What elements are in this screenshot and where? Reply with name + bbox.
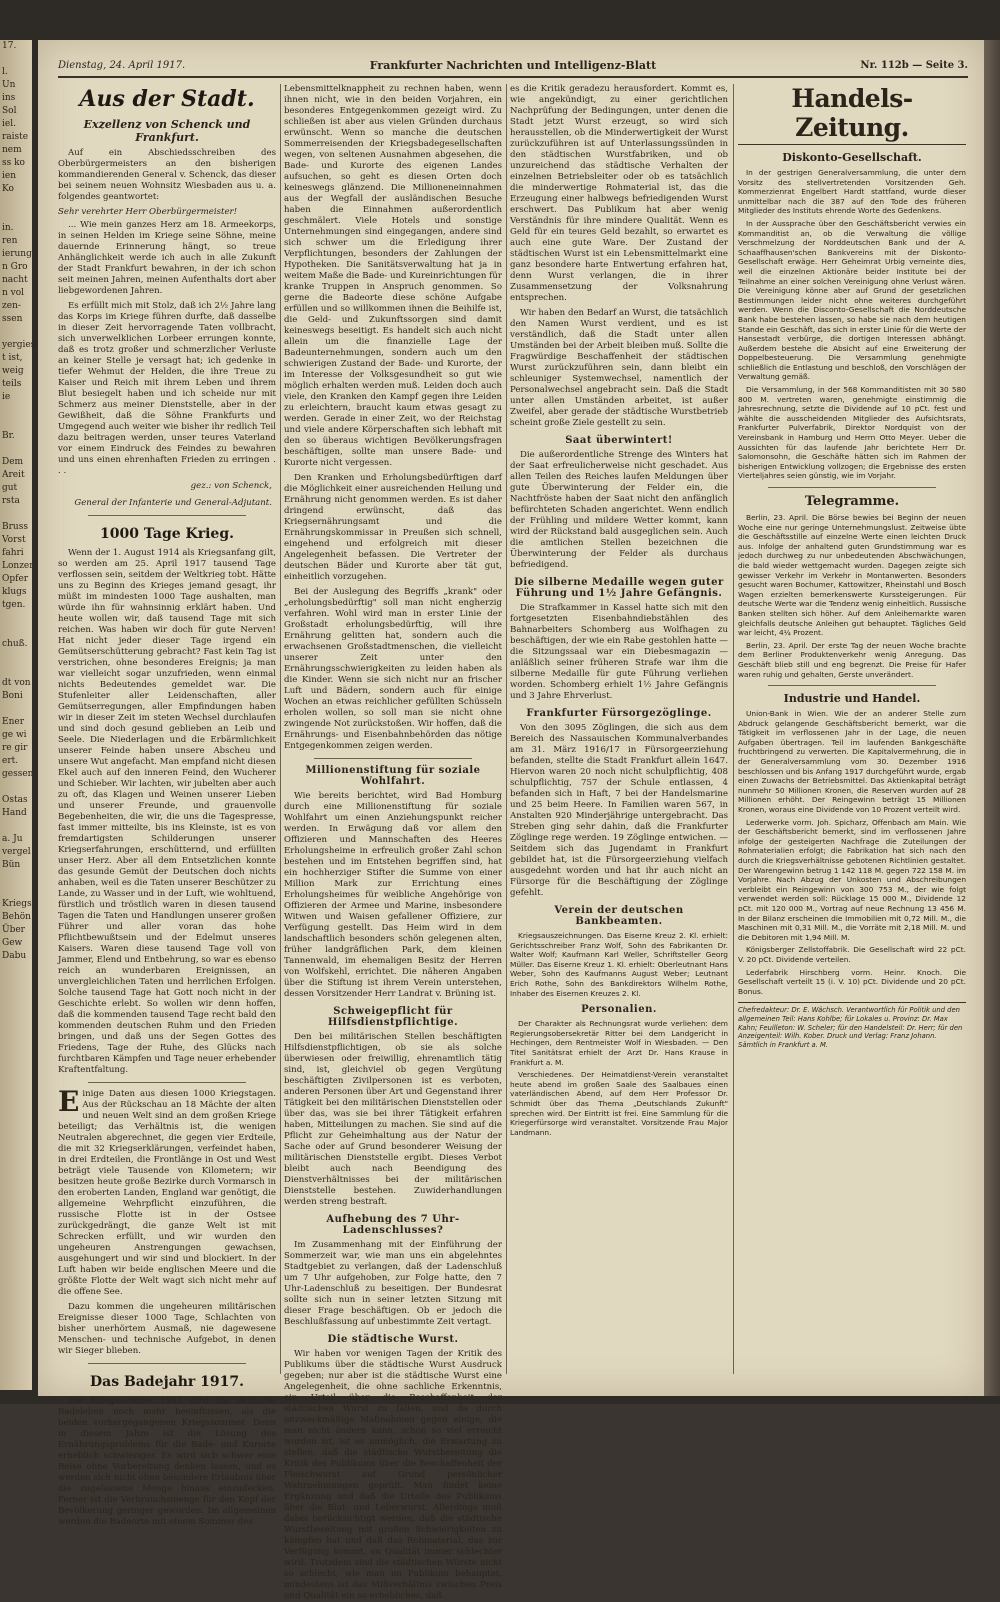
section-headline: Handels-Zeitung. [738, 84, 966, 145]
newspaper-page [38, 40, 984, 1601]
adjacent-page-fragment: Ostas [2, 795, 28, 805]
adjacent-page-strip [0, 40, 36, 1390]
adjacent-page-fragment: fahri [2, 548, 24, 558]
article-headline: Millionenstiftung für soziale Wohlfahrt. [305, 765, 481, 787]
adjacent-page-fragment [0, 703, 32, 716]
article-paragraph: Bei der Auslegung des Begriffs „krank" oder „erholungsbedürftig" soll man nicht engherzig verfahren. Wohl wird man in erster Linie der Großstadt erholungsbedürftig, will ihre Ernährung gelitten hat, sondern auch die erwachsenen Großstadtmenschen, die vielleicht unserer Zeit unter den Ernährungsschwierigkeiten zu leiden haben als die Kinder. Wenn sie sich nicht nur an frischer Luft und Bädern, sondern auch für einige Wochen an etwas reichlicher gefüllten Schüsseln erholen wollen, so soll man sie nicht ohne zwingende Not zurückstoßen. Wir hoffen, daß die Ernährungs- und Eisenbahnbehörden das nötige Entgegenkommen zeigen werden. [284, 587, 502, 751]
adjacent-page-fragment: Hand [2, 808, 27, 818]
article-separator [314, 758, 472, 759]
article-headline: Personalien. [581, 1004, 657, 1016]
adjacent-page-fragment [0, 872, 32, 885]
adjacent-page-fragment: Areit [2, 470, 25, 480]
adjacent-page-fragment: vergel [2, 847, 31, 857]
article-headline: Industrie und Handel. [783, 692, 921, 706]
letter-signature: gez.: von Schenck, [190, 481, 272, 491]
adjacent-page-fragment [0, 443, 32, 456]
adjacent-page-fragment: n vol [2, 288, 25, 298]
article-headline: Saat überwintert! [565, 435, 673, 446]
article-separator [768, 685, 936, 686]
adjacent-page-fragment: tgen. [2, 600, 26, 610]
adjacent-page-fragment: iel. [2, 119, 16, 129]
adjacent-page-fragment: Behön [2, 912, 31, 922]
adjacent-page-fragment: ins [2, 93, 16, 103]
adjacent-page-fragment: klugs [2, 587, 27, 597]
article-paragraph: Wenn der 1. August 1914 als Kriegsanfang gilt, so werden am 25. April 1917 tausend Tage verflossen sein, seitdem der Weltkrieg tobt. Hätte uns zu Beginn des Krieges jemand gesagt, ihr müßt im mindesten 1000 Tage aushalten, man würde ihn für wahnsinnig erklärt haben. Und heute wollen wir, daß tausend Tage mit sich reichen. Was haben wir doch für gute Nerven! Hat nicht jeder dieser Tage irgend ein Gemütserschütterung gebracht? Fast kein Tag ist verstrichen, ohne besonderes Ereignis; ja man war vielleicht sogar unzufrieden, wenn einmal nichts Bedeutendes gemeldet war. Die Stufenleiter aller Leidenschaften, aller Gemütserregungen, aller Empfindungen haben wir in dieser Zeit im steten Wechsel durchlaufen und sind doch gesund geblieben an Leib und Seele. Die Niederlagen und die Erbärmlichkeit unserer Feinde haben unsere Abscheu und unsere Wut angefacht. Man empfand nicht diesen Ekel auch auf den inneren Feind, den Wucherer und Schieber. Wir lachten, wir jubelten aber auch zu oft, das Klagen und Weinen unserer Lieben und unserer Freunde, und grauenvolle Begebenheiten, die wir, die uns die Tagespresse, fast immer mitteilte, bis ins Kleinste, ist es von fremdartigsten Schilderungen unserer Kriegserfahrungen, erschütternd, und erfüllten unser Herz. Aber all dem Entsetzlichen konnte das gesunde Gemüt der Deutschen doch nichts anhaben, weil es die Taten unserer Beschützer zu Lande, zu Wasser und in der Luft, wie wohltuend, fürstlich und tröstlich waren in diesen tausend Tagen die Taten und Handlungen unserer großen Führer und aller voran das hohe Pflichtbewußtsein und der Edelmut unseres Kaisers. Waren diese tausend Tage voll von Jammer, Elend und Entbehrung, so war es ebenso reich an wunderbaren Ereignissen, an unvergleichlichen Taten und herrlichen Erfolgen. Solche tausend Tage hat Gott noch nicht in der Geschichte erlebt. So wollen wir denn hoffen, daß die kommenden tausend Tage recht bald den kommenden deutschen Ruhm und den Frieden bringen, und daß uns der Segen Gottes des Friedens, Tage der Ruhe, des Glücks nach furchtbaren Kämpfen und Tage neuer erhebender Kraftentfaltung. [58, 548, 276, 1075]
adjacent-page-fragment: Dem [2, 457, 24, 467]
adjacent-page-fragment: Bün [2, 860, 21, 870]
article-headline: Schweigepflicht für Hilfsdienstpflichtige. [327, 1006, 459, 1028]
adjacent-page-fragment: Sol [2, 106, 17, 116]
article-separator [88, 515, 246, 516]
adjacent-page-fragment: Bruss [2, 522, 28, 532]
article-paragraph: ... Wie mein ganzes Herz am 18. Armeekorps, in seinen Helden im Kriege seine Söhne, meine dauernde Erinnerung hängt, so treue Anhänglichkeit werde ich auch in alle Zukunft der Stadt Frankfurt bewahren, in der ich schon seit meinen Jahren, meinen Aufenthalts dort aber liebgewordenen Jahren. [58, 220, 276, 296]
adjacent-page-fragment [0, 885, 32, 898]
article-headline: Diskonto-Gesellschaft. [782, 151, 922, 164]
article-headline: Exzellenz von Schenck und Frankfurt. [83, 118, 251, 144]
adjacent-page-fragment: ss ko [2, 158, 25, 168]
article-paragraph: Königsberger Zellstoffabrik. Die Gesellschaft wird 22 pCt. V. 20 pCt. Dividende verteilen. [738, 945, 966, 964]
column-rule [733, 84, 734, 1374]
masthead-title: Frankfurter Nachrichten und Intelligenz-Blatt [369, 59, 657, 72]
letter-salutation: Sehr verehrter Herr Oberbürgermeister! [58, 207, 238, 217]
adjacent-page-fragment: nem [2, 145, 22, 155]
column-1 [58, 84, 276, 1527]
adjacent-page-fragment: yergies [2, 340, 36, 350]
adjacent-page-fragment: raiste [2, 132, 29, 142]
adjacent-page-fragment: n Gro [2, 262, 28, 272]
article-paragraph: Lederwerke vorm. Joh. Spicharz, Offenbach am Main. Wie der Geschäftsbericht bemerkt, sind im verflossenen Jahre infolge der gesteigerten Nachfrage die Zuteilungen der Rohmaterialien erfolgt; die Fabrikation hat sich nach den durch die Kriegsverhältnisse gebotenen Richtlinien gestaltet. Der Warengewinn betrug 1 142 118 M. gegen 722 158 M. im Vorjahre. Nach Abzug der Unkosten und Abschreibungen verbleibt ein Reingewinn von 300 753 M., der wie folgt verwendet werden soll: Rücklage 15 000 M., Dividende 12 pCt. mit 120 000 M., Vortrag auf neue Rechnung 13 456 M. In der Bilanz erscheinen die Immobilien mit 0,72 Mill. M., die Maschinen mit 0,31 Mill. M., die Vorräte mit 2,18 Mill. M. und die Debitoren mit 1,94 Mill. M. [738, 817, 966, 942]
article-paragraph: Lederfabrik Hirschberg vorm. Heinr. Knoch. Die Gesellschaft verteilt 15 (i. V. 10) pCt. Dividende und 20 pCt. Bonus. [738, 967, 966, 996]
adjacent-page-fragment [0, 417, 32, 430]
adjacent-page-fragment: dt von [2, 678, 31, 688]
adjacent-page-fragment: chuß. [2, 639, 28, 649]
article-separator [88, 1363, 246, 1364]
adjacent-page-fragment: Opfer [2, 574, 29, 584]
article-paragraph: Die Strafkammer in Kassel hatte sich mit den fortgesetzten Eisenbahndiebstählen des Bahnarbeiters Schomberg aus Wolfhagen zu beschäftigen, der wie ein Rabe gestohlen hatte — die Sitzungssaal war ein Diebesmagazin — anläßlich seiner früheren Strafe war ihm die silberne Medaille für gute Führung verliehen worden. Schomberg erhielt 1½ Jahre Gefängnis und 3 Jahre Ehrverlust. [510, 603, 728, 701]
imprint: Chefredakteur: Dr. E. Wächsch. Verantwortlich für Politik und den allgemeinen Teil: Hans Kohlbe; für Lokales u. Provinz: Dr. Max Kahn; Feuilleton: W. Scheler; für den Handelsteil: Dr. Herr; für den Anzeigenteil: Wilh. Kober. Druck und Verlag: Franz Johann. Sämtlich in Frankfurt a. M. [738, 1002, 966, 1049]
adjacent-page-fragment: in. [2, 223, 14, 233]
article-headline: Die städtische Wurst. [327, 1334, 459, 1345]
article-paragraph: Von den 3095 Zöglingen, die sich aus dem Bereich des Nassauischen Kommunalverbandes am 31. März 1916/17 in Fürsorgeerziehung befanden, stellte die Stadt Frankfurt allein 1647. Hiervon waren 20 noch nicht schulpflichtig, 408 schulpflichtig, 757 der Schule entlassen, 4 befanden sich in Haft, 7 bei der Handelsmarine und 25 beim Heere. In Familien waren 567, in Anstalten 920 Minderjährige untergebracht. Das Streben ging sehr dahin, daß die Frankfurter Zöglinge rege werden. 19 Zöglinge entwichen. — Seitdem sich das Jugendamt in Frankfurt gebildet hat, ist die Fürsorgeerziehung vielfach ausgedehnt worden und hat ihr auch nicht an Fürsorge für die Beschäftigung der Zöglinge gefehlt. [510, 723, 728, 898]
adjacent-page-fragment: zen- [2, 301, 21, 311]
article-paragraph: Es erfüllt mich mit Stolz, daß ich 2½ Jahre lang das Korps im Kriege führen durfte, daß dasselbe in dieser Zeit hervorragende Taten vollbracht, sich unverwelklichen Lorbeer errungen konnte, daß es trotz großer und schmerzlicher Verluste an keiner Stelle je versagt hat; ich gedenke in tiefer Wehmut der Helden, die ihre Treue zu Kaiser und Reich mit ihrem Leben und ihrem Blut besiegelt haben und ich scheide nur mit Schmerz aus meiner Dienststelle, aber in der Gewißheit, daß die Söhne Frankfurts und Umgegend auch weiter wie bisher ihr redlich Teil dazu beitragen werden, unser teures Vaterland vor einem Eindruck des Feindes zu bewahren und uns einen ehrenhaften Frieden zu erringen . . . [58, 301, 276, 476]
book-edge [984, 40, 1000, 1396]
article-paragraph: Die Versammlung, in der 568 Kommanditisten mit 30 580 800 M. vertreten waren, genehmigte einstimmig die Jahresrechnung, setzte die Dividende auf 10 pCt. fest und wählte die ausscheidenden Mitglieder des Aufsichtsrats, Frankfurter Pulverfabrik, Direktor Nordquist von der Vereinsbank in Hamburg und Herrn Otto Meyer. Ueber die Aussichten für das laufende Jahr berichtete Herr Dr. Salomonsohn, die Geschäfte hätten sich im Rahmen der bisherigen Entwicklung vollzogen; die Ergebnisse des ersten Vierteljahres seien günstig, wie im Vorjahr. [738, 385, 966, 481]
adjacent-page-fragment [0, 53, 32, 66]
adjacent-page-fragment: ert. [2, 756, 19, 766]
section-headline: Aus der Stadt. [79, 86, 255, 112]
adjacent-page-fragment: Ener [2, 717, 24, 727]
adjacent-page-fragment: a. Ju [2, 834, 23, 844]
adjacent-page-fragment: weig [2, 366, 24, 376]
article-paragraph: Den bei militärischen Stellen beschäftigten Hilfsdienstpflichtigen, ob sie als solche überwiesen oder freiwillig, ehrenamtlich tätig sind, ist, gleichviel ob gegen Vergütung beschäftigten Zivilpersonen ist es verboten, anderen Personen über Art und Gegenstand ihrer Tätigkeit bei den militärischen Dienststellen oder über das, was sie bei ihrer Tätigkeit erfahren haben, Mitteilungen zu machen. Sie sind auf die Pflicht zur Geheimhaltung aus der Natur der Sache oder auf Grund besonderer Weisung der militärischen Dienststelle ergibt. Dieses Verbot bleibt auch nach Beendigung des Dienstverhältnisses bei der militärischen Dienststelle bestehen. Zuwiderhandlungen werden streng bestraft. [284, 1032, 502, 1207]
column-4 [738, 84, 966, 1384]
article-paragraph: Der Charakter als Rechnungsrat wurde verliehen: dem Regierungsobersekretär Ritter bei dem Landgericht in Hechingen, dem Rentmeister Wolf in Wiesbaden. — Den Titel Sanitätsrat erhielt der Arzt Dr. Hans Krause in Frankfurt a. M. [510, 1019, 728, 1067]
page-masthead [58, 58, 968, 78]
article-paragraph: Auf ein Abschiedsschreiben des Oberbürgermeisters an den bisherigen kommandierenden General v. Schenck, das dieser bei seinem neuen Wohnsitz Wiesbaden aus u. a. folgendes geantwortet: [58, 148, 276, 202]
adjacent-page-fragment [0, 209, 32, 222]
adjacent-page-fragment: ien [2, 171, 17, 181]
article-headline: 1000 Tage Krieg. [100, 526, 234, 542]
article-paragraph: Die außerordentliche Strenge des Winters hat der Saat erfreulicherweise nicht geschadet. Aus allen Teilen des Reiches laufen Meldungen über gute Überwinterung der Felder ein, die Nachtfröste haben der Saat nicht den anfänglich befürchteten Schaden angerichtet. Wenn endlich der Frühling und mildere Wetter kommt, kann wird der Rückstand bald ausgeglichen sein. Auch die amtlichen Stellen bezeichnen die Überwinterung der Felder als durchaus befriedigend. [510, 450, 728, 570]
column-rule [506, 84, 507, 1374]
adjacent-page-fragment: Ko [2, 184, 14, 194]
article-paragraph: Dazu kommen die ungeheuren militärischen Ereignisse dieser 1000 Tage, Schlachten von bisher unerhörtem Ausmaß, nie dagewesene Menschen- und technische Aufgebot, in denen wir Sieger blieben. [58, 1302, 276, 1356]
article-paragraph: In der gestrigen Generalversammlung, die unter dem Vorsitz des stellvertretenden Vorsitzenden Geh. Kommerzienrat Engelbert Hardt stattfand, wurde dieser unmittelbar nach die 387 auf den Tode des früheren Mitglieder des Instituts ehrende Worte des Gedenkens. [738, 168, 966, 216]
adjacent-page-fragment: Über [2, 925, 25, 935]
article-headline: Verein der deutschen Bankbeamten. [554, 905, 684, 927]
adjacent-page-fragment: Un [2, 80, 16, 90]
adjacent-page-fragment: gessen [2, 769, 34, 779]
masthead-date: Dienstag, 24. April 1917. [58, 60, 186, 71]
adjacent-page-fragment: ge wi [2, 730, 27, 740]
article-paragraph: Berlin, 23. April. Der erste Tag der neuen Woche brachte dem Berliner Produktenverkehr wenig Anregung. Das Geschäft blieb still und eng begrenzt. Die Preise für Hafer waren ruhig und gehalten, Gerste unverändert. [738, 640, 966, 679]
article-paragraph: Der Kriegssommer 1917 wird das deutsche Badeleben noch mehr beeinflussen, als die beiden vorhergegangenen Kriegssommer. Denn in diesem Jahre ist die Lösung des Ernährungsproblems für die Bade- und Kurorte erheblich schwieriger. Es wird sich schwer eine Reise ohne Vorbereitung denken lassen, und es werden sich nicht ohne besondere Erlaubnis über die zugelassene Menge hinaus einzudecken. Ferner ist die Verbrauchsmenge für den Kopf der Bevölkerung geringer geworden. Im allgemeinen werden die Badeorte mit einem Sommer des [58, 1396, 276, 1527]
adjacent-page-fragment [0, 196, 32, 209]
adjacent-page-fragment: rsta [2, 496, 20, 506]
adjacent-page-fragment [0, 326, 32, 339]
adjacent-page-fragment: Dabu [2, 951, 27, 961]
article-headline: Das Badejahr 1917. [90, 1374, 244, 1390]
adjacent-page-fragment: ierung [2, 249, 32, 259]
column-3 [510, 84, 728, 1384]
adjacent-page-fragment [0, 612, 32, 625]
adjacent-page-fragment [0, 651, 32, 664]
article-headline: Telegramme. [804, 494, 900, 509]
adjacent-page-fragment: Br. [2, 431, 15, 441]
article-paragraph: In der Aussprache über den Geschäftsbericht verwies ein Kommanditist an, ob die Verwaltung die völlige Verschmelzung der Norddeutschen Bank und der A. Schaaffhausen'schen Bankvereins mit der Diskonto-Gesellschaft erwäge. Herr Geheimrat Urbig verneinte dies, weil die einzelnen Aktionäre beider Institute bei der Teilnahme an einer solchen Vereinigung ohne Verlust wären. Die Vereinigung könne aber auf Grund der gesetzlichen Bestimmungen leider nicht ohne weiteres durchgeführt werden. Wenn die Disconto-Gesellschaft die Norddeutsche Bank habe bestehen lassen, so habe sie nach dem heutigen Stande ein Geschäft, das sich in erster Linie für die Werte der Hansestadt verbürge, die dortigen Interessen abhängt. Außerdem bestehe die Absicht auf eine Erweiterung der Doppelbesteuerung. Die Versammlung genehmigte schließlich die Entlastung und beschloß, den Vorschlägen der Verwaltung gemäß. [738, 218, 966, 382]
adjacent-page-fragment: 17. [2, 41, 17, 51]
adjacent-page-fragment [0, 404, 32, 417]
column-rule [280, 84, 281, 1374]
adjacent-page-fragment [0, 664, 32, 677]
adjacent-page-fragment: nacht [2, 275, 28, 285]
adjacent-page-fragment [0, 625, 32, 638]
article-paragraph: Union-Bank in Wien. Wie der an anderer Stelle zum Abdruck gelangende Geschäftsbericht bemerkt, war die Tätigkeit im verflossenen Jahr in der Lage, die neuen Aufgaben übertragen. Teil im laufenden Bankgeschäfte fruchtbringend zu verwerten. Die Kapitalvermehrung, die in der Generalversammlung vom 30. Dezember 1916 beschlossen und bis Anfang 1917 durchgeführt wurde, ergab einen Zuwachs der Betriebsmittel. Das Aktienkapital beträgt nunmehr 50 Millionen Kronen, die Reserven wurden auf 28 Millionen erhöht. Der Reingewinn beträgt 15 Millionen Kronen, woraus eine Dividende von 10 Prozent verteilt wird. [738, 709, 966, 815]
adjacent-page-fragment: re gir [2, 743, 28, 753]
adjacent-page-fragment [0, 781, 32, 794]
article-separator [768, 487, 936, 488]
adjacent-page-fragment: Gew [2, 938, 23, 948]
article-paragraph: Berlin, 23. April. Die Börse bewies bei Beginn der neuen Woche eine nur geringe Unternehmungslust. Zeitweise übte die Geschäftsstille auf einzelne Werte einen leichten Druck aus. Infolge der anhaltend guten Grundstimmung war es jedoch durchweg zu nur unbedeutenden Abschwächungen, die bald wieder wettgemacht wurden. Dagegen zeigte sich gewisser Verkehr im Verkehr in Montanwerten. Besonders gesucht waren Bochumer, Kattowitzer, Rheinstahl und Bosch Wagen erzielten bemerkenswerte Kurssteigerungen. Für deutsche Werte war die Tendenz wenig einheitlich. Russische Banken stellten sich höher. Auf dem Anleihemarkte waren gleichfalls deutsche Anleihen gut behauptet. Tägliches Geld war leicht, 4¼ Prozent. [738, 513, 966, 638]
article-paragraph: Wie bereits berichtet, wird Bad Homburg durch eine Millionenstiftung für soziale Wohlfahrt um einen Anziehungspunkt reicher werden. In Erwägung daß vor allem den Offizieren und Mannschaften des Heeres Erholungsheime in erfreulich großer Zahl schon bestehen und im Entstehen begriffen sind, hat ein hochherziger Stifter die Summe von einer Million Mark zur Errichtung eines Erholungsheimes für weibliche Angehörige von Offizieren der Armee und Marine, insbesondere Witwen und Waisen gefallener Offiziere, zur Verfügung gestellt. Das Heim wird in dem landschaftlich besonders schön gelegenen alten, früher landgräflichen Park, dem kleinen Tannenwald, im ehemaligen Besitz der Herren von Wolfskehl, errichtet. Die näheren Angaben über die Stiftung ist ihrem Verein unterstehen, dessen Vorsitzender Herr Landrat v. Brüning ist. [284, 791, 502, 999]
article-paragraph: Kriegsauszeichnungen. Das Eiserne Kreuz 2. Kl. erhielt: Gerichtsschreiber Franz Wolf, Sohn des Fabrikanten Dr. Walter Wolf; Kaufmann Karl Weller, Schriftsteller Georg Müller. Das Eiserne Kreuz 1. Kl. erhielt: Oberleutnant Hans Weber, Sohn des Kaufmanns August Weber; Leutnant Erich Rothe, Sohn des Bankdirektors Wilhelm Rothe, Inhaber des Eisernen Kreuzes 2. Kl. [510, 931, 728, 998]
adjacent-page-fragment: gut [2, 483, 18, 493]
letter-signature-title: General der Infanterie und General-Adjutant. [74, 498, 272, 508]
article-paragraph: Wir haben vor wenigen Tagen der Kritik des Publikums über die städtische Wurst Ausdruck gegeben; nur aber ist die städtische Wurst eine Angelegenheit, die ohne sachliche Erkenntnis, ein Urteil über die Beschaffenheit der städtischen Wurst zu fällen, und da durch unzweckmäßige Maßnahmen gegen einige, die man nicht ändern kann, schon so viel erreicht worden ist, ist es unmöglich, die Erwartung zu stellen, daß die städtische Wurstbereitung die Kritik des Publikums über die Beschaffenheit der Fleischwurst auf Grund persönlicher Wahrnehmungen geprüft. Man findet keine Ergänzung und daß die Urteile des Publikums über die Blut- und Leberwurst. Allerdings muß dabei berücksichtigt werden, daß die städtische Wurstbereitung mit großen Schwierigkeiten zu kämpfen hat und daß das Rohmaterial, das zur Verfügung kommt, an Qualität immer schlechter wird. Trotzdem sind die städtischen Würste nicht so schlecht, wie man im Publikum behauptet, mindestens ist das Mißverhältnis zwischen Preis und Qualität ein so erhebliches, daß [284, 1349, 502, 1601]
article-paragraph: Lebensmittelknappheit zu rechnen haben, wenn ihnen nicht, wie in den beiden Vorjahren, ein besonderes Entgegenkommen gezeigt wird. Zu schließen ist aber aus vielen Gründen durchaus erwünscht. Wenn so manche die deutschen Sommerreisenden der Kriegsbadegesellschaften wegen, von seltenen Ausnahmen abgesehen, die Bade- und Kurorte des eigenen Landes aufsuchen, so geht es diesen Orten doch keineswegs glänzend. Die Millioneneinnahmen aus der Wegfall der ausländischen Besuche haben die Einnahmen außerordentlich geschmälert. Viele Hotels und sonstige Unternehmungen sind eingegangen, andere sind sich schwer um die Erledigung ihrer Verpflichtungen, besonders der Zahlungen der Hypotheken. Die Sanitätsverwaltung hat ja in weitem Maße die Bade- und Kureinrichtungen für kranke Truppen in Anspruch genommen. So gerne die Badeorte diese schöne Aufgabe erfüllen und so willkommen ihnen die Beihilfe ist, die Geld- und Zukunftssorgen sind damit keineswegs beseitigt. Es handelt sich auch nicht allein um die finanzielle Lage der Badeunternehmungen, sondern auch um den schwierigen Zustand der Bade- und Kurorte, der im Interesse der Volksgesundheit so gut wie möglich erhalten werden muß. Leiden doch auch viele, den Kranken den Kampf gegen ihre Leiden zu erleichtern, braucht kaum etwas gesagt zu werden. Gerade in einer Zeit, wo der Reichstag und viele andere Körperschaften sich lebhaft mit den so überaus wichtigen Bevölkerungsfragen beschäftigen, sollte man unsere Bade- und Kurorte nicht vergessen. [284, 84, 502, 468]
adjacent-page-fragment: Vorst [2, 535, 26, 545]
adjacent-page-fragment: ie [2, 392, 11, 402]
adjacent-page-fragment: Kriegs [2, 899, 32, 909]
article-paragraph: Im Zusammenhang mit der Einführung der Sommerzeit war, wie man uns ein abgelehntes Stadtgebiet zu verlangen, daß der Ladenschluß um 7 Uhr aufgehoben, zur Folge hatte, den 7 Uhr-Ladenschluß zu beseitigen. Der Bundesrat sollte sich nun in seiner letzten Sitzung mit dieser Frage beschäftigen. Ob er jedoch die Beschlußfassung auf unbestimmte Zeit vertagt. [284, 1240, 502, 1327]
article-paragraph: es die Kritik geradezu herausfordert. Kommt es, wie angekündigt, zu einer gerichtlichen Nachprüfung der Bedingungen, unter denen die Stadt jetzt Wurst erzeugt, so wird sich herausstellen, ob die Minderwertigkeit der Wurst zurückzuführen ist auf Unterlassungssünden in den städtischen Wurstfabriken, und ob unzureichend das städtische Verhalten der einzelnen Betriebsleiter oder ob es tatsächlich die minderwertige Rohmaterial ist, das die Erzeugung einer halbwegs befriedigenden Wurst erschwert. Das Publikum hat aber wenig Verständnis für ihre mindere Qualität. Wenn es Geld für ein teures Geld bezahlt, so erwartet es auch eine gute Ware. Der Zustand der städtischen Wurst ist ein Lebensmittelmarkt eine ganz besondere harte Entwertung erfahren hat, denn Wurst verlangen, die in ihrer Zusammensetzung der Volksnahrung entsprechen. [510, 84, 728, 303]
adjacent-page-fragment [0, 508, 32, 521]
article-paragraph: Einige Daten aus diesen 1000 Kriegstagen. Aus der Rückschau an 18 Mächte der alten und neuen Welt sind an dem großen Kriege beteiligt; das Verhältnis ist, die wenigen Neutralen abgerechnet, die gegen vier Erdteile, die mit 32 Kriegserklärungen, verfeindet haben, in drei Erdteilen, die Frontlänge in Ost und West beträgt viele Tausende von Kilometern; wir besitzen heute große Bezirke durch Vormarsch in den eroberten Landen, England war genötigt, die allgemeine Wehrpflicht einzuführen, die russische Flotte ist in der Ostsee zurückgedrängt, die ganze Welt ist mit Schrecken erfüllt, und wir wurden den ungeheuren Anstrengungen gewachsen, ausgehungert und wir sind und blockiert. In der Luft haben wir beide englischen Meere und die größte Flotte der Welt wagt sich nicht mehr auf die offene See. [58, 1085, 276, 1297]
adjacent-page-fragment: l. [2, 67, 8, 77]
article-paragraph: Verschiedenes. Der Heimatdienst-Verein veranstaltet heute abend im großen Saale des Saalbaues einen vaterländischen Abend, auf dem Herr Professor Dr. Schmidt über das Thema „Deutschlands Zukunft" sprechen wird. Der Eintritt ist frei. Eine Sammlung für die Kriegerfürsorge wird veranstaltet. Vorsitzende Frau Major Landmann. [510, 1070, 728, 1137]
adjacent-page-fragment: ssen [2, 314, 23, 324]
adjacent-page-fragment [0, 820, 32, 833]
adjacent-page-fragment: ren [2, 236, 18, 246]
masthead-page-number: Nr. 112b — Seite 3. [860, 60, 968, 71]
adjacent-page-fragment: Lonzer [2, 561, 34, 571]
article-headline: Aufhebung des 7 Uhr-Ladenschlusses? [326, 1214, 460, 1236]
adjacent-page-fragment: t ist, [2, 353, 23, 363]
article-paragraph: Den Kranken und Erholungsbedürftigen darf die Möglichkeit einer ausreichenden Heilung und Ernährung nicht genommen werden. Es ist daher dringend erwünscht, daß das Kriegsernährungsamt und die Ernährungskommissar in Preußen sich schnell, eingehend und erfolgreich mit dieser Angelegenheit befassen. Die Vertreter der deutschen Bäder und Kurorte aber tät gut, einheitlich vorzugehen. [284, 473, 502, 582]
article-headline: Frankfurter Fürsorgezöglinge. [526, 708, 712, 719]
article-paragraph: Wir haben den Bedarf an Wurst, die tatsächlich den Namen Wurst verdient, und es ist verständlich, daß die Stadt unter allen Umständen bei der Arbeit bleiben muß. Sollte die Fragwürdige Beschaffenheit der städtischen Wurst zurückzuführen sein, dann bleibt ein schleuniger Systemwechsel, namentlich der Personalwechsel angebracht sein. Daß die Stadt unter allen Umständen arbeitet, ist außer Zweifel, aber gerade der städtische Wurstbetrieb scheint große Ziele gestellt zu sein. [510, 308, 728, 428]
column-2 [284, 84, 502, 1601]
adjacent-page-fragment: Boni [2, 691, 23, 701]
article-headline: Die silberne Medaille wegen guter Führung und 1½ Jahre Gefängnis. [514, 577, 724, 599]
adjacent-page-fragment: teils [2, 379, 22, 389]
article-separator [88, 1082, 246, 1083]
